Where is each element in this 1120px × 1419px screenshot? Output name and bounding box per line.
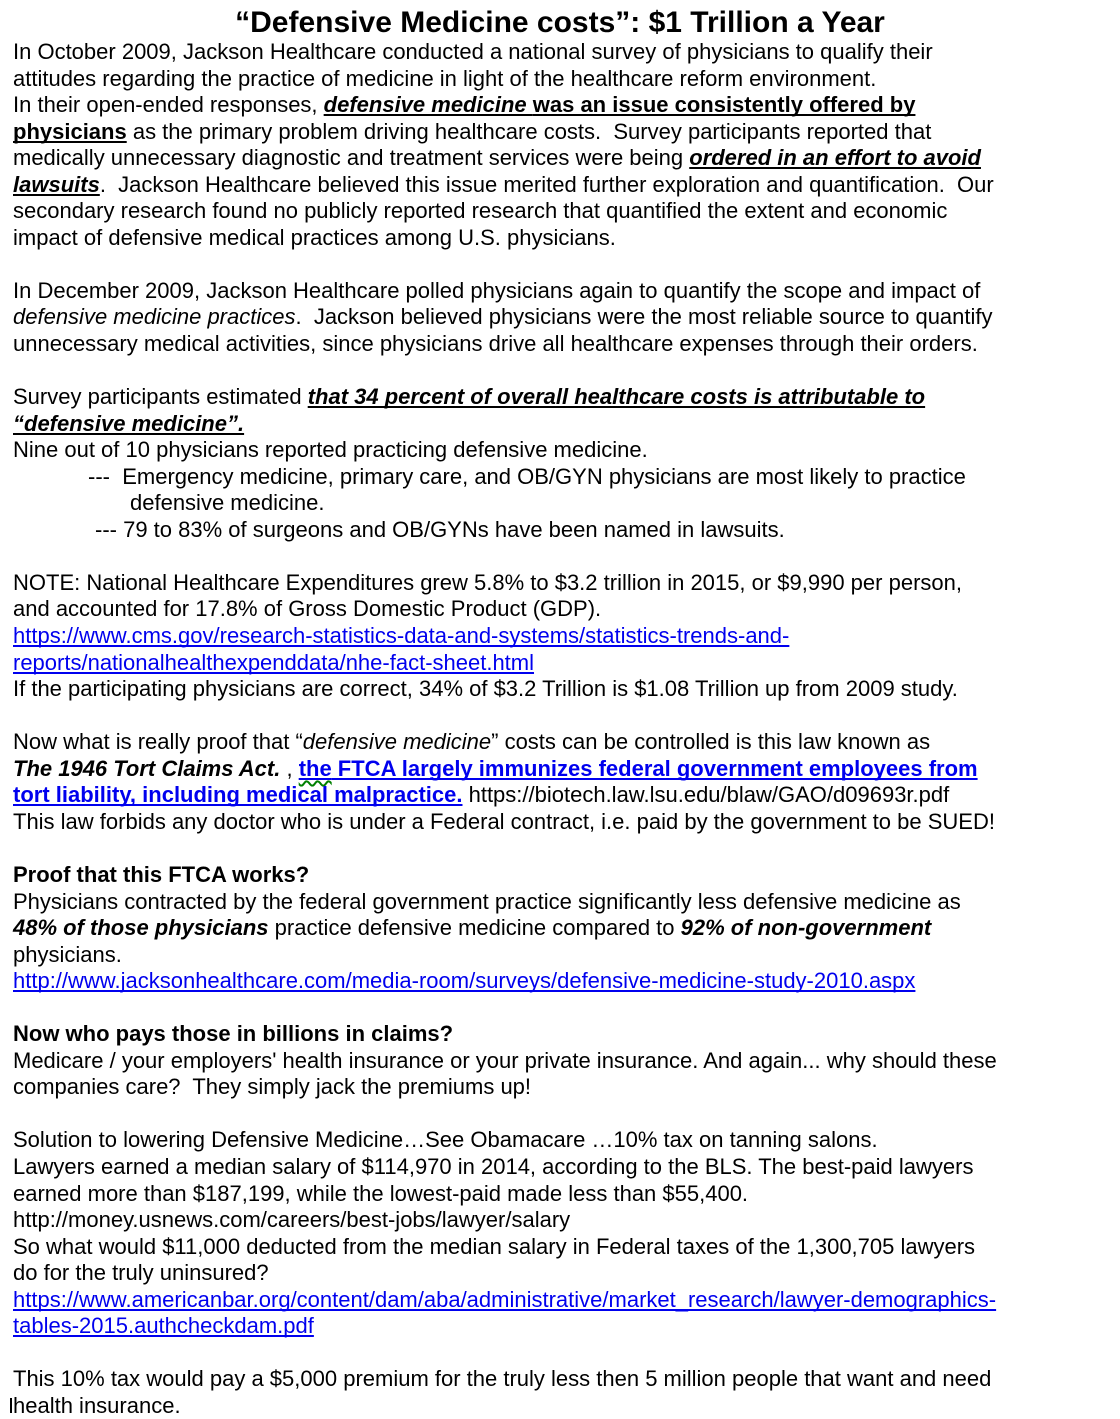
spellcheck-squiggle: the — [298, 755, 332, 781]
text-line — [0, 331, 1120, 358]
blank-line — [0, 1101, 1120, 1128]
text-line — [0, 1234, 1120, 1261]
text-segment: Nine out of 10 physicians reported practicing defensive medicine. — [13, 437, 648, 463]
text-segment: In December 2009, Jackson Healthcare polled physicians again to quantify the scope and impact of — [13, 277, 981, 303]
text-line — [0, 596, 1120, 623]
text-segment: that 34 percent of overall healthcare costs is attributable to — [307, 384, 926, 410]
text-segment: as the primary problem driving healthcare costs. Survey participants reported that — [126, 118, 932, 144]
link-line — [0, 1287, 1120, 1314]
text-line — [0, 1207, 1120, 1234]
text-line — [0, 676, 1120, 703]
text-segment: 92% of non-government — [680, 915, 932, 941]
text-segment: Physicians contracted by the federal government practice significantly less defensive medicine as — [13, 888, 961, 914]
text-line — [0, 1393, 1120, 1419]
text-line — [0, 411, 1120, 438]
text-line — [0, 1127, 1120, 1154]
text-line — [0, 278, 1120, 305]
link-line — [0, 968, 1120, 995]
link-line — [0, 650, 1120, 677]
text-line — [0, 517, 1120, 544]
text-segment: http://money.usnews.com/careers/best-jobs/lawyer/salary — [13, 1207, 571, 1233]
text-line — [0, 915, 1120, 942]
blank-line — [0, 358, 1120, 385]
text-line — [0, 490, 1120, 517]
text-segment: The 1946 Tort Claims Act. — [13, 755, 281, 781]
text-line — [0, 1366, 1120, 1393]
text-segment: earned more than $187,199, while the lowest-paid made less than $55,400. — [13, 1180, 749, 1206]
hyperlink[interactable]: reports/nationalhealthexpenddata/nhe-fact-sheet.html — [13, 649, 535, 675]
text-line — [0, 729, 1120, 756]
text-segment: defensive medicine. — [130, 490, 325, 516]
text-segment: impact of defensive medical practices among U.S. physicians. — [13, 224, 616, 250]
text-line — [0, 39, 1120, 66]
blank-line — [0, 251, 1120, 278]
text-segment: In October 2009, Jackson Healthcare conducted a national survey of physicians to qualify their — [13, 39, 933, 64]
text-segment: So what would $11,000 deducted from the median salary in Federal taxes of the 1,300,705 lawyers — [13, 1233, 976, 1259]
text-segment: lawsuits — [13, 171, 100, 197]
hyperlink[interactable]: https://www.americanbar.org/content/dam/aba/administrative/market_research/lawyer-demographics- — [13, 1286, 997, 1312]
text-segment: If the participating physicians are correct, 34% of $3.2 Trillion is $1.08 Trillion up from 2009 study. — [13, 676, 958, 702]
text-segment: defensive medicine — [323, 92, 533, 118]
blank-line — [0, 835, 1120, 862]
text-segment: This law forbids any doctor who is under a Federal contract, i.e. paid by the government to be SUED! — [13, 808, 995, 834]
hyperlink[interactable]: FTCA largely immunizes federal government employees from — [331, 755, 978, 781]
text-segment: Medicare / your employers' health insurance or your private insurance. And again... why should these — [13, 1047, 997, 1073]
text-line — [0, 570, 1120, 597]
text-segment: ordered in an effort to avoid — [689, 145, 981, 171]
hyperlink[interactable]: https://www.cms.gov/research-statistics-data-and-systems/statistics-trends-and- — [13, 623, 790, 649]
hyperlink[interactable]: http://www.jacksonhealthcare.com/media-room/surveys/defensive-medicine-study-2010.aspx — [13, 968, 916, 994]
text-segment: medically unnecessary diagnostic and treatment services were being — [13, 145, 690, 171]
text-line — [0, 198, 1120, 225]
text-segment: . Jackson believed physicians were the most reliable source to quantify — [295, 304, 993, 330]
text-line — [0, 1154, 1120, 1181]
text-segment: This 10% tax would pay a $5,000 premium for the truly less then 5 million people that want and need — [13, 1366, 992, 1392]
hyperlink[interactable]: tables-2015.authcheckdam.pdf — [13, 1313, 314, 1339]
text-segment: unnecessary medical activities, since physicians drive all healthcare expenses through their orders. — [13, 331, 978, 357]
text-segment: secondary research found no publicly reported research that quantified the extent and economic — [13, 198, 948, 224]
text-segment: was an issue consistently offered by — [532, 92, 916, 118]
page-title: “Defensive Medicine costs”: $1 Trillion a Year — [235, 6, 885, 39]
text-segment: defensive medicine practices — [13, 304, 296, 330]
text-segment: , — [280, 755, 299, 781]
text-line — [0, 1181, 1120, 1208]
text-line — [0, 92, 1120, 119]
text-segment: Lawyers earned a median salary of $114,970 in 2014, according to the BLS. The best-paid lawyers — [13, 1153, 974, 1179]
text-segment: health insurance. — [13, 1392, 181, 1418]
blank-line — [0, 1340, 1120, 1367]
text-line — [0, 172, 1120, 199]
text-segment: attitudes regarding the practice of medicine in light of the healthcare reform environment. — [13, 65, 877, 91]
text-line — [0, 756, 1120, 783]
text-segment: do for the truly uninsured? — [13, 1260, 269, 1286]
text-segment: --- 79 to 83% of surgeons and OB/GYNs have been named in lawsuits. — [95, 516, 785, 542]
blank-line — [0, 995, 1120, 1022]
text-line — [0, 464, 1120, 491]
blank-line — [0, 703, 1120, 730]
text-segment: https://biotech.law.lsu.edu/blaw/GAO/d09693r.pdf — [462, 782, 950, 808]
text-segment: “defensive medicine”. — [13, 410, 245, 436]
text-line — [0, 782, 1120, 809]
text-line — [0, 1048, 1120, 1075]
text-segment: companies care? They simply jack the premiums up! — [13, 1074, 532, 1100]
text-segment: physicians — [13, 118, 127, 144]
text-line — [0, 437, 1120, 464]
text-segment: . Jackson Healthcare believed this issue merited further exploration and quantification. Our — [99, 171, 994, 197]
text-line — [0, 889, 1120, 916]
text-line — [0, 809, 1120, 836]
text-segment: NOTE: National Healthcare Expenditures grew 5.8% to $3.2 trillion in 2015, or $9,990 per person, — [13, 569, 962, 595]
document-body — [0, 39, 1120, 1419]
text-segment: physicians. — [13, 941, 122, 967]
text-segment: and accounted for 17.8% of Gross Domestic Product (GDP). — [13, 596, 602, 622]
section-heading — [0, 1021, 1120, 1048]
text-line — [0, 1074, 1120, 1101]
text-segment: 48% of those physicians — [13, 915, 269, 941]
section-heading — [0, 862, 1120, 889]
text-segment: In their open-ended responses, — [13, 92, 324, 118]
text-segment: Proof that this FTCA works? — [13, 861, 310, 887]
text-line — [0, 304, 1120, 331]
text-segment: --- Emergency medicine, primary care, and OB/GYN physicians are most likely to practice — [88, 463, 966, 489]
hyperlink[interactable] — [299, 756, 332, 781]
text-segment: Solution to lowering Defensive Medicine…See Obamacare …10% tax on tanning salons. — [13, 1127, 878, 1153]
link-line — [0, 1313, 1120, 1340]
hyperlink[interactable]: tort liability, including medical malpractice. — [13, 782, 463, 808]
text-segment: Now what is really proof that “ — [13, 729, 303, 755]
text-segment: practice defensive medicine compared to — [268, 915, 681, 941]
blank-line — [0, 543, 1120, 570]
text-segment: defensive medicine — [302, 729, 492, 755]
text-line — [0, 119, 1120, 146]
text-line — [0, 225, 1120, 252]
link-line — [0, 623, 1120, 650]
text-line — [0, 145, 1120, 172]
text-cursor — [10, 1398, 12, 1413]
text-segment: ” costs can be controlled is this law known as — [491, 729, 931, 755]
text-segment: Now who pays those in billions in claims? — [13, 1021, 454, 1047]
text-line — [0, 384, 1120, 411]
text-line — [0, 1260, 1120, 1287]
text-segment: Survey participants estimated — [13, 384, 308, 410]
text-line — [0, 942, 1120, 969]
text-line — [0, 66, 1120, 93]
